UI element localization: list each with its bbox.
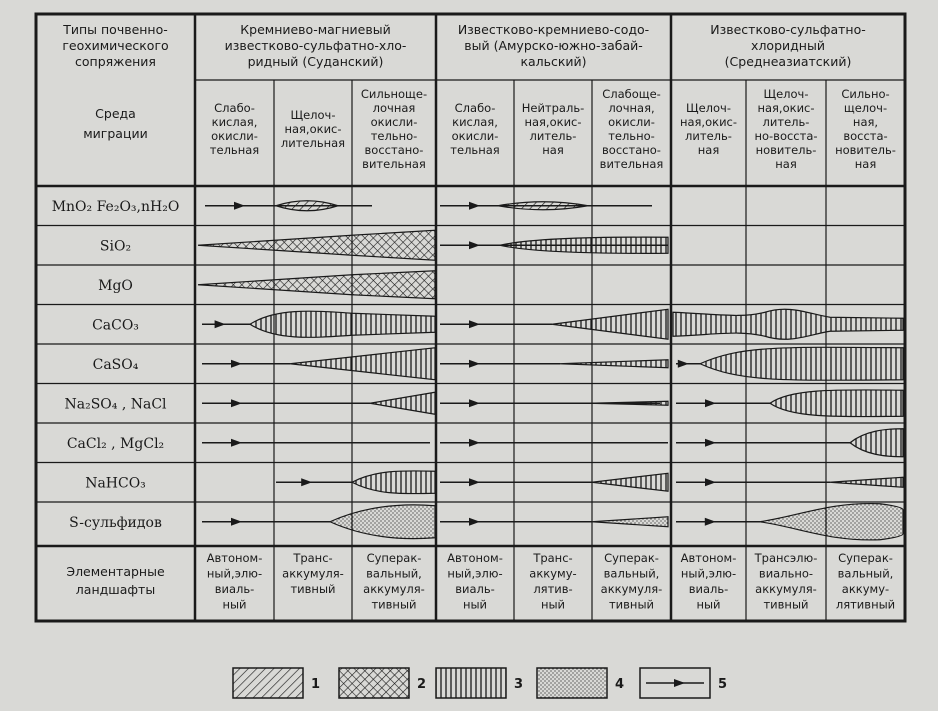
elementary-landscape <box>754 551 818 612</box>
corner-header-line: Типы почвенно- <box>63 22 168 37</box>
elementary-landscape-line: Транс- <box>533 551 573 565</box>
elementary-landscape-line: аккумуля- <box>363 582 425 596</box>
migration-medium-line: вительная <box>362 157 426 171</box>
accumulation-shape <box>850 429 903 457</box>
migration-medium-line: ная,окис- <box>757 101 815 115</box>
group-title-3-line: (Среднеазиатский) <box>724 54 852 69</box>
migration-medium-line: восстано- <box>602 143 661 157</box>
legend-swatch-dots <box>537 668 607 698</box>
migration-medium-line: ная,окис- <box>284 122 342 136</box>
migration-medium-line: кислая, <box>452 115 498 129</box>
accumulation-shape <box>700 347 903 380</box>
elementary-landscape-line: лятивный <box>835 597 896 612</box>
legend-arrow-head <box>674 679 685 687</box>
migration-medium-line: ная <box>697 143 720 157</box>
elementary-landscape-line: аккумуля- <box>282 566 344 581</box>
legend-number: 3 <box>514 677 524 692</box>
medium-header-line: миграции <box>83 126 148 141</box>
accumulation-shape <box>250 311 435 337</box>
elementary-landscape-line: лятив- <box>533 582 573 596</box>
migration-medium-line: лительная <box>280 136 346 150</box>
accumulation-wedge <box>290 348 435 380</box>
accumulation-shape <box>760 504 903 540</box>
accumulation-shape <box>352 471 435 494</box>
elementary-landscape-line: аккуму- <box>529 566 577 581</box>
elementary-landscape-line: виаль- <box>455 582 495 596</box>
elementary-landscape-line: ный,элю- <box>447 566 503 581</box>
migration-medium <box>361 87 427 171</box>
migration-arrow <box>469 518 480 526</box>
migration-arrow <box>231 360 242 368</box>
migration-medium <box>680 101 737 157</box>
elementary-landscape <box>529 551 576 612</box>
accumulation-shape <box>198 230 435 260</box>
migration-arrow <box>705 399 716 407</box>
migration-arrow <box>301 478 312 486</box>
migration-medium-line: ная <box>542 143 564 157</box>
group-title-3-line: Известково-сульфатно- <box>710 22 866 37</box>
compound-label: SiO₂ <box>99 238 132 255</box>
compound-label: MnO₂ Fe₂O₃,nH₂O <box>51 198 180 215</box>
elementary-landscape-line: вальный, <box>366 566 422 581</box>
accumulation-wedge <box>592 473 668 491</box>
migration-medium-line: Слабо- <box>454 101 496 115</box>
compound-label: NaHCO₃ <box>85 475 146 492</box>
elementary-landscape-line: тивный <box>371 597 417 612</box>
row-labels <box>52 199 180 531</box>
migration-arrow <box>231 399 242 407</box>
accumulation-shape <box>673 309 903 339</box>
elementary-landscape-line: Транс- <box>293 551 333 565</box>
migration-medium-line: кислая, <box>211 115 258 129</box>
landscape-header-line: ландшафты <box>75 582 156 597</box>
accumulation-shape <box>330 505 435 539</box>
medium-header-line: Среда <box>95 106 136 121</box>
migration-medium-line: литель- <box>762 115 810 129</box>
migration-arrow <box>231 518 242 526</box>
legend-swatch-cross <box>339 668 409 698</box>
elementary-landscape-line: ный,элю- <box>680 566 737 581</box>
group-title-2 <box>458 22 649 69</box>
group-title-3 <box>710 22 866 69</box>
migration-medium-line: литель- <box>685 129 732 143</box>
legend-number: 5 <box>718 677 728 692</box>
compound-label: Na₂SO₄ , NaCl <box>64 396 167 413</box>
elementary-landscape-line: Автоном- <box>447 551 503 565</box>
migration-arrow <box>234 202 245 210</box>
landscape-header <box>66 564 165 597</box>
elementary-landscape-line: Суперак- <box>366 551 422 565</box>
elementary-landscape-line: ный <box>462 597 488 612</box>
legend-number: 2 <box>417 677 427 692</box>
elementary-landscape-line: Суперак- <box>604 551 659 565</box>
group-title-2-line: вый (Амурско-южно-забай- <box>464 38 643 53</box>
elementary-landscape-line: тивный <box>608 597 655 612</box>
elementary-landscape-line: тивный <box>290 582 336 596</box>
migration-medium-line: Нейтраль- <box>521 101 585 115</box>
accumulation-lens <box>498 202 588 210</box>
compound-label: CaCl₂ , MgCl₂ <box>66 435 165 452</box>
migration-medium-line: новитель- <box>755 143 817 157</box>
migration-medium-line: Слабоще- <box>602 87 661 101</box>
legend-number: 1 <box>311 677 321 692</box>
migration-medium-line: тельная <box>450 143 500 157</box>
migration-arrow <box>231 439 242 447</box>
corner-header-line: геохимического <box>62 38 169 53</box>
migration-medium-line: ная <box>854 157 877 171</box>
legend-number: 4 <box>615 677 625 692</box>
elementary-landscape <box>363 551 425 612</box>
compound-label: MgO <box>98 277 133 294</box>
migration-medium-line: Сильно- <box>841 87 890 101</box>
elementary-landscape-line: аккумуля- <box>600 582 663 596</box>
group-title-2-line: Известково-кремниево-содо- <box>457 22 650 37</box>
migration-medium-line: лочная <box>372 101 416 115</box>
compound-label: CaSO₄ <box>92 356 139 373</box>
migration-medium-line: Щелоч- <box>763 87 809 101</box>
accumulation-shape <box>590 401 668 405</box>
migration-medium-line: тельно- <box>608 129 655 143</box>
migration-medium-line: восста- <box>843 129 888 143</box>
elementary-landscape-line: виаль- <box>688 582 729 596</box>
migration-medium-line: окисли- <box>211 129 258 143</box>
migration-medium-line: новитель- <box>835 143 896 157</box>
elementary-landscape-line: ный <box>540 597 566 612</box>
elementary-landscape-line: аккуму- <box>841 582 890 596</box>
elementary-landscape <box>282 551 344 596</box>
header-text <box>62 22 896 597</box>
elementary-landscape-line: Трансэлю- <box>754 551 818 565</box>
landscape-text <box>207 551 896 612</box>
migration-arrow <box>469 478 480 486</box>
accumulation-wedge <box>552 309 668 339</box>
group-title-2-line: кальский) <box>520 54 587 69</box>
migration-medium-line: но-восста- <box>754 129 818 143</box>
group-title-1 <box>225 22 407 69</box>
elementary-landscape <box>836 551 895 612</box>
migration-medium-line: щелоч- <box>843 101 888 115</box>
group-title-3-line: хлоридный <box>751 38 825 53</box>
migration-arrow <box>469 241 480 249</box>
migration-medium-line: вительная <box>599 157 664 171</box>
migration-marks <box>198 201 903 540</box>
migration-medium <box>754 87 817 171</box>
medium-header <box>83 106 147 141</box>
accumulation-shape <box>560 360 668 368</box>
compound-label: S-сульфидов <box>69 514 162 531</box>
migration-medium <box>522 101 585 157</box>
migration-medium <box>281 108 345 150</box>
migration-arrow <box>469 360 480 368</box>
legend <box>233 668 727 698</box>
migration-medium <box>835 87 896 171</box>
migration-medium-line: Щелоч- <box>290 108 336 122</box>
migration-medium-line: окисли- <box>608 115 655 129</box>
migration-medium <box>450 101 499 157</box>
compound-label: CaCO₃ <box>92 317 139 334</box>
migration-medium <box>600 87 664 171</box>
migration-arrow <box>469 202 480 210</box>
group-title-1-line: Кремниево-магниевый <box>240 22 391 37</box>
accumulation-shape <box>830 477 903 487</box>
migration-medium-line: литель- <box>529 129 577 143</box>
elementary-landscape-line: вальный, <box>603 566 660 581</box>
elementary-landscape-line: Суперак- <box>838 551 893 565</box>
migration-medium <box>210 101 259 157</box>
migration-medium-line: ная,окис- <box>679 115 738 129</box>
elementary-landscape-line: Автоном- <box>680 551 737 565</box>
group-title-1-line: известково-сульфатно-хло- <box>224 38 407 53</box>
accumulation-shape <box>500 237 668 253</box>
accumulation-wedge <box>370 392 435 414</box>
migration-medium-line: восстано- <box>364 143 424 157</box>
elementary-landscape-line: ный,элю- <box>206 566 263 581</box>
migration-arrow <box>705 518 716 526</box>
migration-arrow <box>469 399 480 407</box>
migration-arrow <box>469 320 480 328</box>
elementary-landscape <box>601 551 663 612</box>
migration-arrow <box>705 478 716 486</box>
elementary-landscape <box>207 551 263 612</box>
accumulation-shape <box>592 517 668 527</box>
migration-medium-line: ная <box>775 157 797 171</box>
elementary-landscape-line: Автоном- <box>206 551 263 565</box>
migration-medium-line: Сильноще- <box>360 87 428 101</box>
migration-medium-line: ная,окис- <box>524 115 582 129</box>
legend-swatch-vert <box>436 668 506 698</box>
migration-arrow <box>678 360 689 368</box>
elementary-landscape <box>681 551 737 612</box>
migration-medium-line: окисли- <box>370 115 418 129</box>
migration-medium-line: ная, <box>852 115 879 129</box>
elementary-landscape-line: вальный, <box>837 566 894 581</box>
elementary-landscape-line: ный <box>222 597 247 612</box>
accumulation-lens <box>276 201 338 211</box>
group-title-1-line: ридный (Суданский) <box>247 54 384 69</box>
accumulation-shape <box>198 271 435 299</box>
elementary-landscape-line: виаль- <box>214 582 255 596</box>
migration-arrow <box>705 439 716 447</box>
elementary-landscape-line: аккумуля- <box>755 582 817 596</box>
migration-medium-line: Щелоч- <box>686 101 731 115</box>
migration-arrow <box>469 439 480 447</box>
migration-arrow <box>215 320 226 328</box>
legend-swatch-diag <box>233 668 303 698</box>
migration-medium-line: окисли- <box>451 129 499 143</box>
migration-medium-line: Слабо- <box>214 101 255 115</box>
accumulation-shape <box>770 390 903 417</box>
elementary-landscape-line: виально- <box>758 566 814 581</box>
corner-header-line: сопряжения <box>75 54 156 69</box>
landscape-header-line: Элементарные <box>66 564 165 579</box>
elementary-landscape-line: тивный <box>763 597 809 612</box>
migration-medium-line: тельная <box>209 143 260 157</box>
migration-medium-line: лочная, <box>608 101 655 115</box>
elementary-landscape <box>447 551 503 612</box>
elementary-landscape-line: ный <box>696 597 721 612</box>
corner-header <box>62 22 168 69</box>
migration-medium-line: тельно- <box>370 129 418 143</box>
